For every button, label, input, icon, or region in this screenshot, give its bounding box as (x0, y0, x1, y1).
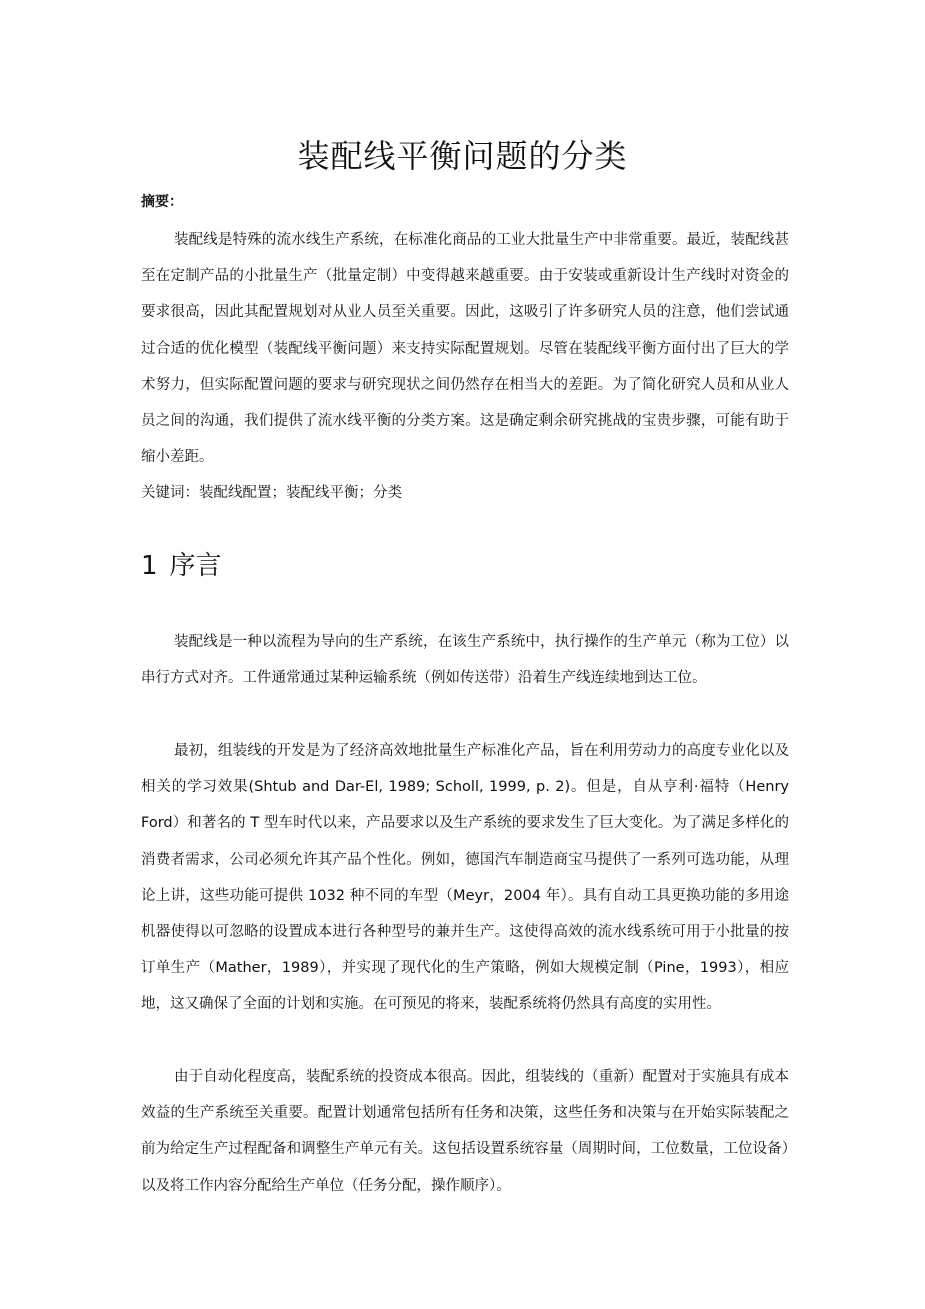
section-number: 1 (141, 551, 158, 581)
section-title: 序言 (169, 551, 222, 581)
body-paragraph: 装配线是一种以流程为导向的生产系统，在该生产系统中，执行操作的生产单元（称为工位）以串行方式对齐。工件通常通过某种运输系统（例如传送带）沿着生产线连续地到达工位。 (141, 634, 789, 687)
body-paragraph: 由于自动化程度高，装配系统的投资成本很高。因此，组装线的（重新）配置对于实施具有成本效益的生产系统至关重要。配置计划通常包括所有任务和决策，这些任务和决策与在开始实际装配之前为给定生产过程配备和调整生产单元有关。这包括设置系统容量（周期时间，工位数量，工位设备）以及将工作内容分配给生产单位（任务分配，操作顺序）。 (141, 1069, 789, 1194)
body-paragraph: 最初，组装线的开发是为了经济高效地批量生产标准化产品，旨在利用劳动力的高度专业化以及相关的学习效果(Shtub and Dar-El, 1989; Scholl, 1999, p. 2)。但是，自从亨利·福特（Henry Ford）和著名的 T 型车时代以来，产品要求以及生产系统的要求发生了巨大变化。为了满足多样化的消费者需求，公司必须允许其产品个性化。例如，德国汽车制造商宝马提供了一系列可选功能，从理论上讲，这些功能可提供 1032 种不同的车型（Meyr，2004 年）。具有自动工具更换功能的多用途机器使得以可忽略的设置成本进行各种型号的兼并生产。这使得高效的流水线系统可用于小批量的按订单生产（Mather，1989），并实现了现代化的生产策略，例如大规模定制（Pine，1993），相应地，这又确保了全面的计划和实施。在可预见的将来，装配系统将仍然具有高度的实用性。 (141, 743, 789, 1013)
document-title: 装配线平衡问题的分类 (297, 137, 628, 175)
section-heading (141, 546, 222, 586)
abstract-paragraph: 装配线是特殊的流水线生产系统，在标准化商品的工业大批量生产中非常重要。最近，装配线甚至在定制产品的小批量生产（批量定制）中变得越来越重要。由于安装或重新设计生产线时对资金的要求很高，因此其配置规划对从业人员至关重要。因此，这吸引了许多研究人员的注意，他们尝试通过合适的优化模型（装配线平衡问题）来支持实际配置规划。尽管在装配线平衡方面付出了巨大的学术努力，但实际配置问题的要求与研究现状之间仍然存在相当大的差距。为了简化研究人员和从业人员之间的沟通，我们提供了流水线平衡的分类方案。这是确定剩余研究挑战的宝贵步骤，可能有助于缩小差距。 (141, 232, 789, 466)
abstract-label: 摘要： (141, 194, 183, 210)
keywords-line: 关键词：装配线配置；装配线平衡；分类 (141, 485, 402, 501)
